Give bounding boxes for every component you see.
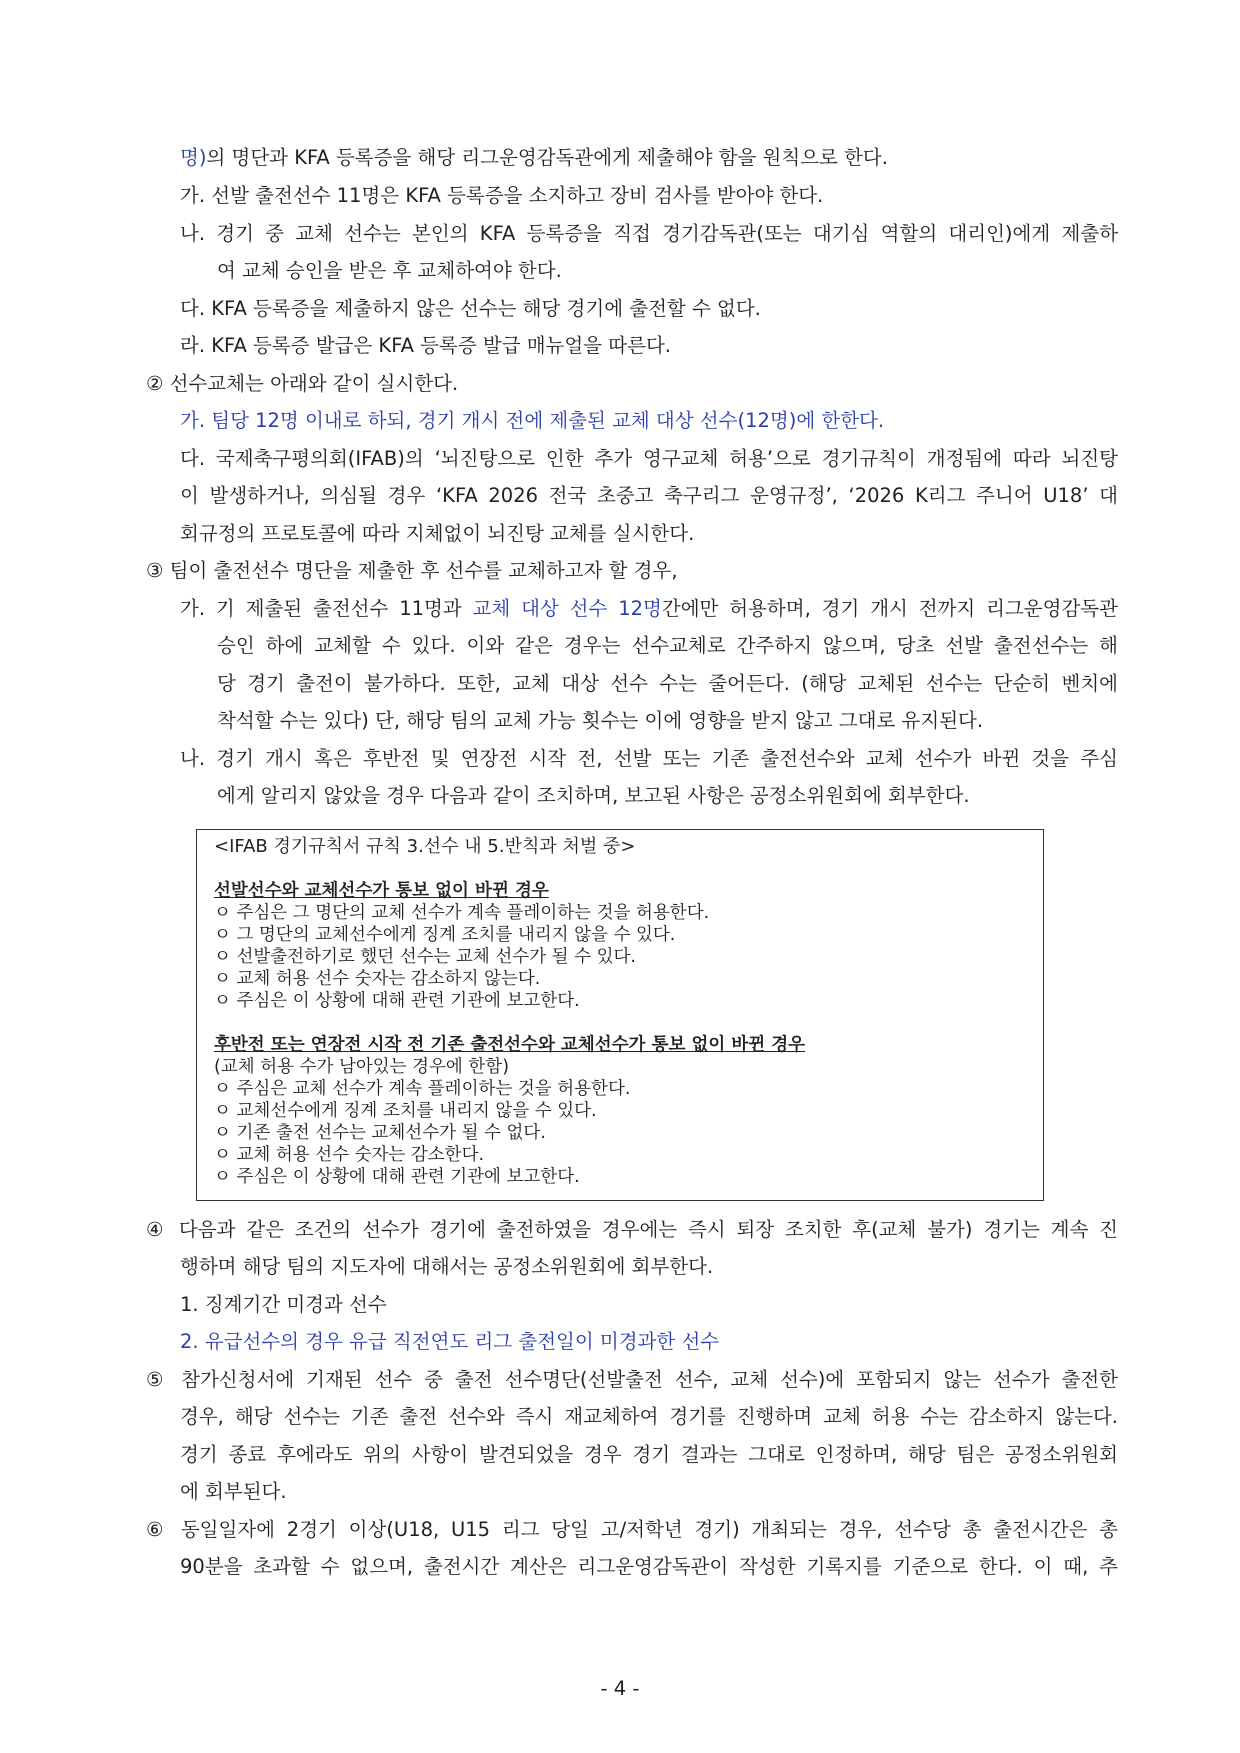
clause-5-heading: ⑤ 참가신청서에 기재된 선수 중 출전 선수명단(선발출전 선수, 교체 선수)에 포함되지 않는 선수가 출전한 xyxy=(146,1368,1118,1391)
item-ga-cont-3: 착석할 수는 있다) 단, 해당 팀의 교체 가능 횟수는 이에 영향을 받지 않고 그대로 유지된다. xyxy=(217,709,984,732)
clause-4-cont: 행하며 해당 팀의 지도자에 대해서는 공정소위원회에 회부한다. xyxy=(180,1255,714,1278)
item-ga-limit: 가. 팀당 12명 이내로 하되, 경기 개시 전에 제출된 교체 대상 선수(12명)에 한한다. xyxy=(180,409,885,432)
clause-5-cont-3: 에 회부된다. xyxy=(180,1480,287,1503)
box-list-item: ㅇ 교체 허용 선수 숫자는 감소하지 않는다. xyxy=(214,969,541,989)
item-da-concussion-end: 회규정의 프로토콜에 따라 지체없이 뇌진탕 교체를 실시한다. xyxy=(180,522,695,545)
item-1-suspension: 1. 징계기간 미경과 선수 xyxy=(180,1293,387,1316)
page-number: - 4 - xyxy=(600,1677,640,1700)
item-ra-issuance: 라. KFA 등록증 발급은 KFA 등록증 발급 매뉴얼을 따른다. xyxy=(180,334,671,357)
clause-6-heading: ⑥ 동일일자에 2경기 이상(U18, U15 리그 당일 고/저학년 경기) 개최되는 경우, 선수당 총 출전시간은 총 xyxy=(146,1518,1118,1541)
box-list-item: ㅇ 주심은 이 상황에 대해 관련 기관에 보고한다. xyxy=(214,991,580,1011)
item-na-unreported: 나. 경기 개시 혹은 후반전 및 연장전 시작 전, 선발 또는 기존 출전선수와 교체 선수가 바뀐 것을 주심 xyxy=(180,747,1118,770)
item-da-unregistered: 다. KFA 등록증을 제출하지 않은 선수는 해당 경기에 출전할 수 없다. xyxy=(180,297,761,320)
box-list-item: ㅇ 교체선수에게 징계 조치를 내리지 않을 수 있다. xyxy=(214,1101,597,1121)
item-da-concussion-cont: 이 발생하거나, 의심될 경우 ‘KFA 2026 전국 초중고 축구리그 운영규정’, ‘2026 K리그 주니어 U18’ 대 xyxy=(180,484,1118,507)
highlight-text: 교체 대상 선수 12명 xyxy=(472,597,662,620)
item-ga-pre-match xyxy=(180,594,1118,624)
clause-5-cont-1: 경우, 해당 선수는 기존 출전 선수와 즉시 재교체하여 경기를 진행하며 교체 허용 수는 감소하지 않는다. xyxy=(180,1405,1118,1428)
box-list-item: ㅇ 선발출전하기로 했던 선수는 교체 선수가 될 수 있다. xyxy=(214,947,636,967)
clause-5-cont-2: 경기 종료 후에라도 위의 사항이 발견되었을 경우 경기 결과는 그대로 인정하며, 해당 팀은 공정소위원회 xyxy=(180,1443,1118,1466)
item-na-continued: 여 교체 승인을 받은 후 교체하여야 한다. xyxy=(217,259,562,282)
item-2-repeat-year: 2. 유급선수의 경우 유급 직전연도 리그 출전일이 미경과한 선수 xyxy=(180,1330,720,1353)
item-na-substitute: 나. 경기 중 교체 선수는 본인의 KFA 등록증을 직접 경기감독관(또는 대기심 역할의 대리인)에게 제출하 xyxy=(180,222,1118,245)
box-list-item: ㅇ 기존 출전 선수는 교체선수가 될 수 없다. xyxy=(214,1123,546,1143)
clause-2-heading: ② 선수교체는 아래와 같이 실시한다. xyxy=(146,372,459,395)
box-list-item: ㅇ 주심은 그 명단의 교체 선수가 계속 플레이하는 것을 허용한다. xyxy=(214,903,710,923)
box-section-2-heading: 후반전 또는 연장전 시작 전 기존 출전선수와 교체선수가 통보 없이 바뀐 경우 xyxy=(214,1035,806,1055)
box-list-item: ㅇ 주심은 교체 선수가 계속 플레이하는 것을 허용한다. xyxy=(214,1079,631,1099)
clause-4-heading: ④ 다음과 같은 조건의 선수가 경기에 출전하였을 경우에는 즉시 퇴장 조치한 후(교체 불가) 경기는 계속 진 xyxy=(146,1218,1118,1241)
item-ga-cont-1: 승인 하에 교체할 수 있다. 이와 같은 경우는 선수교체로 간주하지 않으며, 당초 선발 출전선수는 해 xyxy=(217,634,1118,657)
ifab-rule-box xyxy=(196,829,1044,1201)
item-na-cont: 에게 알리지 않았을 경우 다음과 같이 조치하며, 보고된 사항은 공정소위원회에 회부한다. xyxy=(217,784,970,807)
box-list-item: ㅇ 그 명단의 교체선수에게 징계 조치를 내리지 않을 수 있다. xyxy=(214,925,676,945)
line-text: 간에만 허용하며, 경기 개시 전까지 리그운영감독관 xyxy=(661,597,1118,620)
clause-6-cont: 90분을 초과할 수 없으며, 출전시간 계산은 리그운영감독관이 작성한 기록지를 기준으로 한다. 이 때, 추 xyxy=(180,1555,1118,1578)
item-ga-cont-2: 당 경기 출전이 불가하다. 또한, 교체 대상 선수 수는 줄어든다. (해당 교체된 선수는 단순히 벤치에 xyxy=(217,672,1118,695)
clause-3-heading: ③ 팀이 출전선수 명단을 제출한 후 선수를 교체하고자 할 경우, xyxy=(146,559,678,582)
box-section-1-heading: 선발선수와 교체선수가 통보 없이 바뀐 경우 xyxy=(214,881,549,901)
box-title: <IFAB 경기규칙서 규칙 3.선수 내 5.반칙과 처벌 중> xyxy=(214,836,636,857)
highlight-text: 명) xyxy=(180,146,207,169)
paragraph-line xyxy=(180,143,888,173)
box-section-2-note: (교체 허용 수가 남아있는 경우에 한함) xyxy=(214,1057,510,1077)
box-list-item: ㅇ 교체 허용 선수 숫자는 감소한다. xyxy=(214,1145,485,1165)
item-da-concussion: 다. 국제축구평의회(IFAB)의 ‘뇌진탕으로 인한 추가 영구교체 허용’으로 경기규칙이 개정됨에 따라 뇌진탕 xyxy=(180,447,1118,470)
line-text: 가. 기 제출된 출전선수 11명과 xyxy=(180,597,473,620)
item-ga-registration: 가. 선발 출전선수 11명은 KFA 등록증을 소지하고 장비 검사를 받아야 한다. xyxy=(180,184,824,207)
line-text: 의 명단과 KFA 등록증을 해당 리그운영감독관에게 제출해야 함을 원칙으로 한다. xyxy=(206,146,888,169)
box-list-item: ㅇ 주심은 이 상황에 대해 관련 기관에 보고한다. xyxy=(214,1167,580,1187)
